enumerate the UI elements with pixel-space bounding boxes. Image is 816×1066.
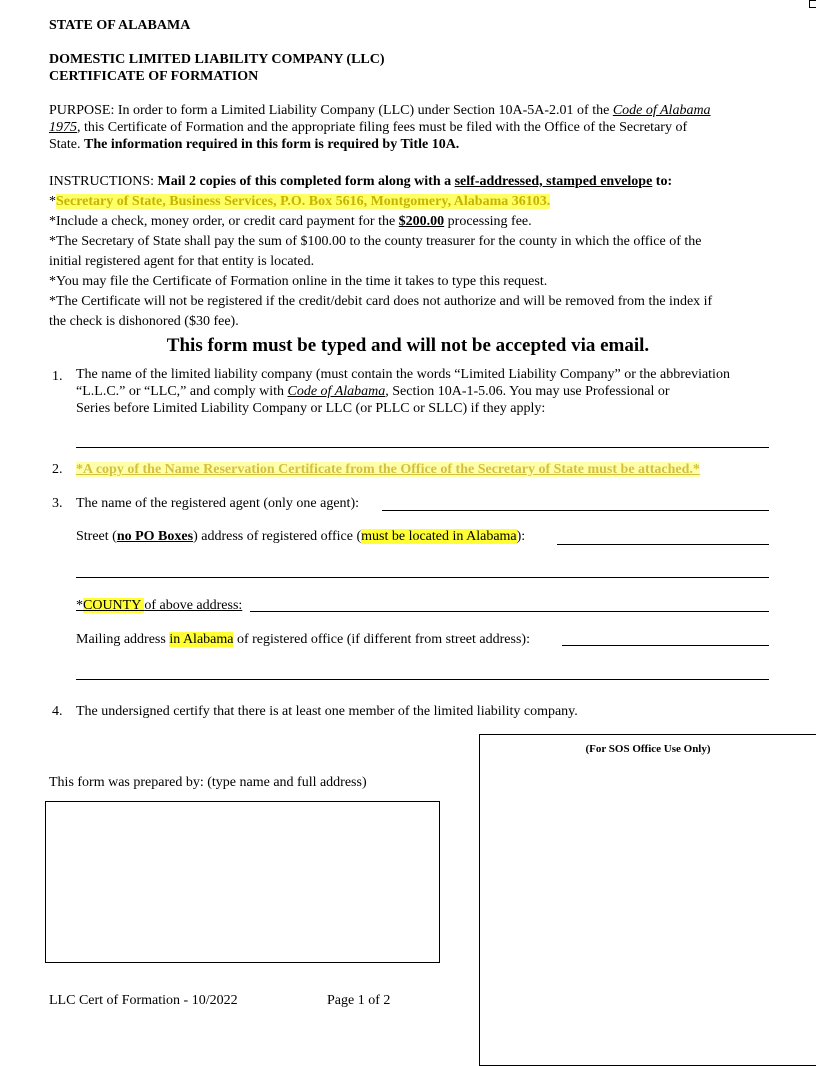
county-label: *COUNTY of above address:	[76, 598, 243, 613]
registered-agent-field[interactable]	[382, 510, 769, 511]
mailing-address-field[interactable]	[562, 645, 769, 646]
item2-number: 2.	[52, 462, 63, 477]
mailing-address-label: Mailing address in Alabama of registered office (if different from street address):	[76, 632, 530, 647]
page-number: Page 1 of 2	[327, 993, 391, 1008]
sos-office-use-box	[479, 734, 816, 1066]
item2-text: *A copy of the Name Reservation Certificate from the Office of the Secretary of State must be attached.*	[76, 462, 700, 477]
llc-name-field[interactable]	[76, 447, 769, 448]
member-certification: The undersigned certify that there is at least one member of the limited liability company.	[76, 704, 578, 719]
form-title-line2: CERTIFICATE OF FORMATION	[49, 69, 259, 84]
purpose-paragraph: PURPOSE: In order to form a Limited Liability Company (LLC) under Section 10A-5A-2.01 of the Code of Alabama 1975, this Certificate of Formation and the appropriate filing fees must be filed with the Office of the Secretary of State. The information required in this form is required by Title 10A.	[49, 103, 711, 152]
typed-notice: This form must be typed and will not be accepted via email.	[166, 335, 650, 356]
corner-marker	[809, 0, 816, 8]
item4-number: 4.	[52, 704, 63, 719]
street-address-field-line2[interactable]	[76, 577, 769, 578]
prepared-by-label: This form was prepared by: (type name and full address)	[49, 775, 367, 790]
mailing-address-highlight: Secretary of State, Business Services, P.O. Box 5616, Montgomery, Alabama 36103.	[56, 194, 551, 209]
prepared-by-textbox[interactable]	[45, 801, 440, 963]
state-heading: STATE OF ALABAMA	[49, 18, 191, 33]
form-id-footer: LLC Cert of Formation - 10/2022	[49, 993, 238, 1008]
mailing-address-field-line2[interactable]	[76, 679, 769, 680]
item1-number: 1.	[52, 369, 63, 384]
form-title-line1: DOMESTIC LIMITED LIABILITY COMPANY (LLC)	[49, 52, 385, 67]
street-address-label: Street (no PO Boxes) address of registered office (must be located in Alabama):	[76, 529, 526, 544]
registered-agent-label: The name of the registered agent (only one agent):	[76, 496, 359, 511]
item1-text: The name of the limited liability company (must contain the words “Limited Liability Company” or the abbreviation “L.L.C.” or “LLC,” and comply with Code of Alabama, Section 10A-1-5.06. You may use Professional or Series before Limited Liability Company or LLC (or PLLC or SLLC) if they apply:	[76, 367, 730, 416]
street-address-field[interactable]	[557, 544, 769, 545]
item3-number: 3.	[52, 496, 63, 511]
sos-office-use-label: (For SOS Office Use Only)	[585, 743, 711, 755]
instructions-block: INSTRUCTIONS: Mail 2 copies of this completed form along with a self-addressed, stamped envelope to: *Secretary of State, Business Services, P.O. Box 5616, Montgomery, Alabama 36103. *Include a check, money order, or credit card payment for the $200.00 processing fee. *The Secretary of State shall pay the sum of $100.00 to the county treasurer for the county in which the office of the initial registered agent for that entity is located. *You may file the Certificate of Formation online in the time it takes to type this request. *The Certificate will not be registered if the credit/debit card does not authorize and will be removed from the index if the check is dishonored ($30 fee).	[49, 174, 713, 329]
county-field[interactable]	[250, 611, 769, 612]
